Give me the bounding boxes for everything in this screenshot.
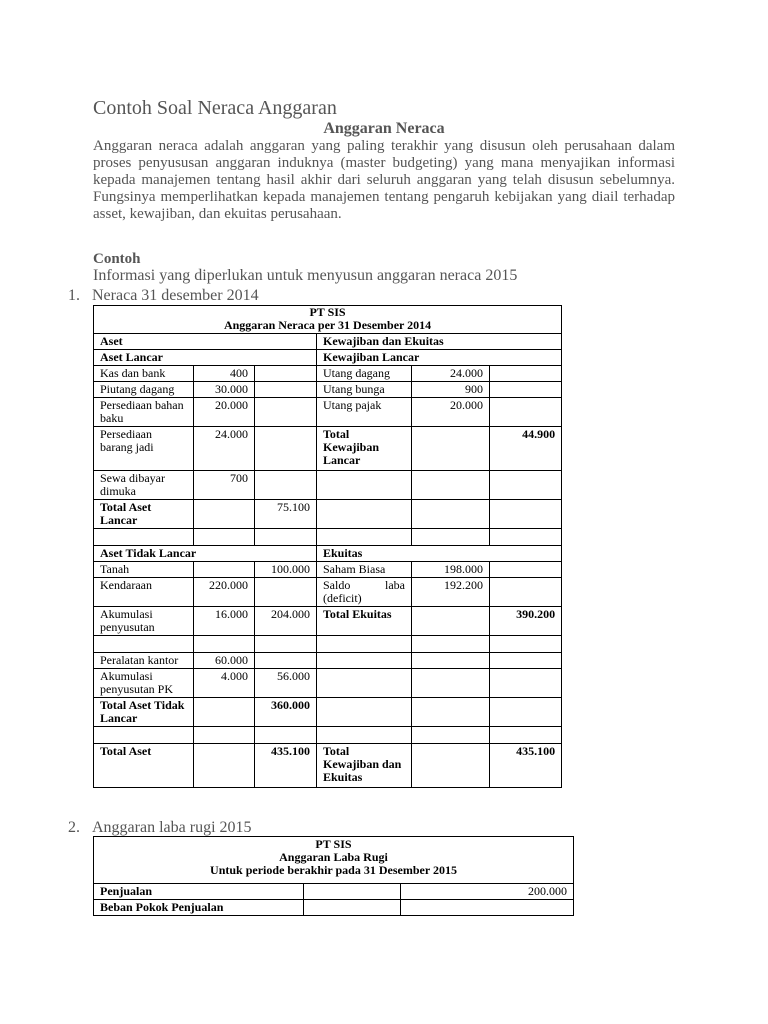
cell-label: Persediaan barang jadi [94,427,194,471]
cell-label-part: Saldo [323,578,351,592]
intro-paragraph: Anggaran neraca adalah anggaran yang paling terakhir yang disusun oleh perusahaan dalam proses penyususan anggaran induknya (master budgeting) yang mana menyajikan informasi kepada manajemen tentang hasil akhir dari seluruh anggaran yang telah disusun sebelumnya. Fungsinya memperlihatkan kepada manajemen tentang pengaruh kebijakan yang diail terhadap asset, kewajiban, dan ekuitas perusahaan. [93,138,675,222]
table-row [94,900,574,916]
table-row [94,500,562,529]
table-row [94,653,562,669]
income-statement-table [93,836,574,916]
cell-total-value: 44.900 [490,427,562,471]
cell-label: Piutang dagang [94,382,194,398]
info-text: Informasi yang diperlukan untuk menyusun anggaran neraca 2015 [93,267,518,284]
cell-value: 220.000 [194,578,255,607]
cell-value: 200.000 [401,884,574,900]
cell-total-value: 435.100 [255,744,317,788]
table-row [94,382,562,398]
cell-label: Persediaan bahan baku [94,398,194,427]
cell-label: Penjualan [94,884,304,900]
cell-value: 4.000 [194,669,255,698]
cell-label-part: (deficit) [323,591,362,605]
cell-value: 24.000 [194,427,255,471]
cell-label: Utang dagang [317,366,412,382]
cell-label: Utang bunga [317,382,412,398]
table-title: Anggaran Laba Rugi [279,850,388,864]
table-row [94,884,574,900]
cell-label: Sewa dibayar dimuka [94,471,194,500]
cell-value: 16.000 [194,607,255,636]
section-current-assets: Aset Lancar [94,350,317,366]
table-header-row [94,306,562,334]
cell-value: 900 [412,382,490,398]
table-period: Untuk periode berakhir pada 31 Desember 2015 [210,863,457,877]
step-1-text: Neraca 31 desember 2014 [92,287,259,304]
table-row-blank [94,727,562,744]
step-1-number: 1. [68,287,80,304]
table-row-blank [94,529,562,546]
cell-label: Utang pajak [317,398,412,427]
balance-sheet-table [93,305,562,788]
cell-value: 400 [194,366,255,382]
cell-value: 20.000 [194,398,255,427]
company-name: PT SIS [315,837,352,851]
cell-value: 700 [194,471,255,500]
table-title: Anggaran Neraca per 31 Desember 2014 [223,318,432,332]
company-name: PT SIS [309,305,346,319]
cell-value: 24.000 [412,366,490,382]
cell-total-label: Total Ekuitas [317,607,412,636]
table-row [94,334,562,350]
cell-label-part: laba [385,578,405,592]
table-row [94,398,562,427]
table-row [94,744,562,788]
cell-total-label: Total Aset Tidak Lancar [94,698,194,727]
cell-label: Peralatan kantor [94,653,194,669]
section-current-liabilities: Kewajiban Lancar [317,350,562,366]
cell-label: Akumulasi penyusutan PK [94,669,194,698]
cell-label: Kas dan bank [94,366,194,382]
cell-total-value: 435.100 [490,744,562,788]
cell-total-label: Total Kewajiban dan Ekuitas [317,744,412,788]
column-header-liabilities-equity: Kewajiban dan Ekuitas [317,334,562,350]
cell-total-label: Total Aset [94,744,194,788]
table-row [94,669,562,698]
table-row [94,350,562,366]
table-row [94,471,562,500]
table-row-blank [94,636,562,653]
cell-total-label: Total Kewajiban Lancar [317,427,412,471]
cell-label: Beban Pokok Penjualan [94,900,304,916]
cell-value: 60.000 [194,653,255,669]
step-1 [68,287,259,305]
document-title: Contoh Soal Neraca Anggaran [93,97,337,119]
cell-total-label: Total Aset Lancar [94,500,194,529]
cell-label [317,578,412,607]
cell-total-value: 360.000 [255,698,317,727]
cell-value: 100.000 [255,562,317,578]
section-equity: Ekuitas [317,546,562,562]
step-2-text: Anggaran laba rugi 2015 [92,819,252,836]
column-header-assets: Aset [94,334,317,350]
table-row [94,607,562,636]
cell-value: 204.000 [255,607,317,636]
example-label: Contoh [93,251,141,267]
cell-value: 192.200 [412,578,490,607]
cell-value: 198.000 [412,562,490,578]
cell-label: Saham Biasa [317,562,412,578]
cell-label: Kendaraan [94,578,194,607]
cell-value: 30.000 [194,382,255,398]
cell-value: 56.000 [255,669,317,698]
table-row [94,562,562,578]
cell-value: 20.000 [412,398,490,427]
step-2-number: 2. [68,819,80,836]
step-2 [68,819,252,837]
section-heading: Anggaran Neraca [323,120,445,137]
table-row [94,578,562,607]
table-row [94,546,562,562]
cell-total-value: 390.200 [490,607,562,636]
table-row [94,427,562,471]
table-row [94,698,562,727]
cell-label: Akumulasi penyusutan [94,607,194,636]
section-noncurrent-assets: Aset Tidak Lancar [94,546,317,562]
cell-total-value: 75.100 [255,500,317,529]
table-header-row [94,837,574,884]
table-row [94,366,562,382]
cell-label: Tanah [94,562,194,578]
